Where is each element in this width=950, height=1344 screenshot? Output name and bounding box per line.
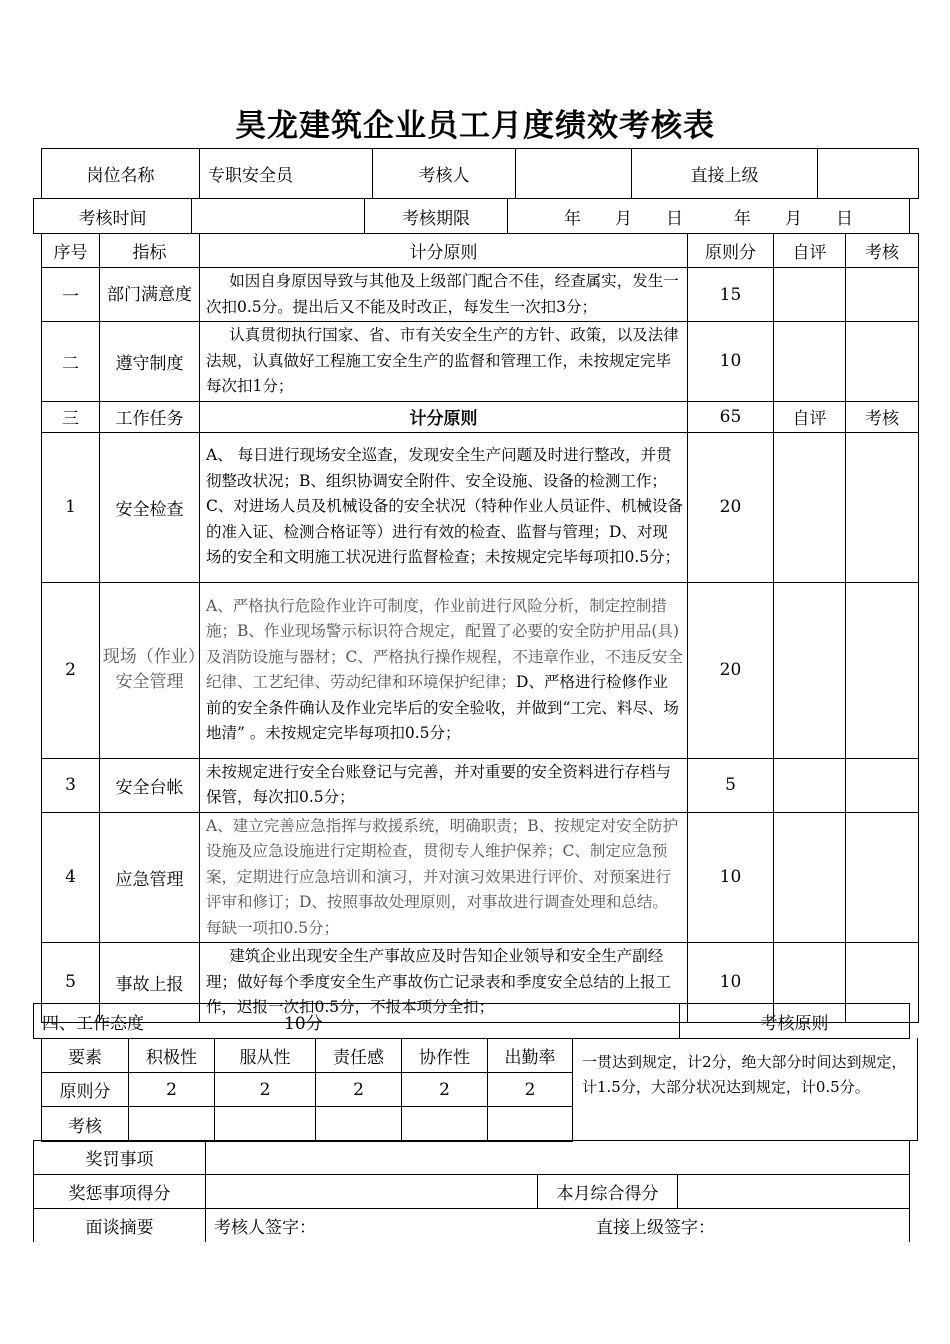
- row-review-cell[interactable]: [846, 268, 919, 322]
- section-principle: 计分原则: [200, 401, 688, 432]
- row-review-cell[interactable]: [846, 582, 919, 758]
- row-score: 10: [688, 322, 774, 402]
- factor-name: 服从性: [215, 1039, 316, 1073]
- footer-table: [33, 1140, 910, 1242]
- row-self-cell[interactable]: [774, 432, 846, 582]
- row-score: 5: [688, 758, 774, 812]
- interview-label: 面谈摘要: [34, 1209, 206, 1242]
- col-indicator: 指标: [100, 234, 200, 268]
- factor-name: 积极性: [129, 1039, 215, 1073]
- table-row: [42, 758, 919, 812]
- row-desc-rest: D、严格进行检修作业前的安全条件确认及作业完毕后的安全验收，并做到“工完、料尽、场地清” 。未按规定完毕每项扣0.5分；: [206, 673, 679, 742]
- factor-name: 出勤率: [488, 1039, 573, 1073]
- row-indicator: 现场（作业）安全管理: [100, 582, 200, 758]
- assessor-label: 考核人: [373, 149, 516, 199]
- section-seq: 三: [42, 401, 100, 432]
- factor-score: 2: [402, 1073, 488, 1107]
- row-desc: A、 每日进行现场安全巡查，发现安全生产问题及时进行整改，并贯彻整改状况；B、组织协调安全附件、安全设施、设备的检测工作；C、对进场人员及机械设备的安全状况（特种作业人员证件、机械设备的准入证、检测合格证等）进行有效的检查、监督与管理；D、对现场的安全和文明施工状况进行监督检查；未按规定完毕每项扣0.5分；: [200, 432, 688, 582]
- factor-name: 协作性: [402, 1039, 488, 1073]
- row-score: 20: [688, 582, 774, 758]
- row-review-cell[interactable]: [846, 322, 919, 402]
- row-indicator: 安全检查: [100, 432, 200, 582]
- attitude-label: 四、工作态度: [42, 1013, 144, 1034]
- section-score: 65: [688, 401, 774, 432]
- factor-score: 2: [215, 1073, 316, 1107]
- factor-review-cell[interactable]: [488, 1107, 573, 1142]
- row-self-cell[interactable]: [774, 812, 846, 943]
- row-indicator: 应急管理: [100, 812, 200, 943]
- row-score: 10: [688, 812, 774, 943]
- row-desc: 建筑企业出现安全生产事故应及时告知企业领导和安全生产副经理；做好每个季度安全生产事故伤亡记录表和季度安全总结的上报工作，迟报一次扣0.5分，不报本项分全扣；: [200, 943, 688, 1023]
- attitude-header: [33, 1003, 910, 1039]
- row-self-cell[interactable]: [774, 268, 846, 322]
- row-seq: 5: [42, 943, 100, 1023]
- row-score: 15: [688, 268, 774, 322]
- col-principle: 计分原则: [200, 234, 688, 268]
- reward-score-label: 奖惩事项得分: [34, 1175, 206, 1209]
- factor-score: 2: [316, 1073, 402, 1107]
- row-review-cell[interactable]: [846, 812, 919, 943]
- row-indicator: 部门满意度: [100, 268, 200, 322]
- row-self-cell[interactable]: [774, 582, 846, 758]
- col-review: 考核: [846, 234, 919, 268]
- criteria-text: 一贯达到规定，计2分，绝大部分时间达到规定，计1.5分，大部分状况达到规定，计0.5分。: [582, 1053, 907, 1096]
- section-review: 考核: [846, 401, 919, 432]
- month-total-label: 本月综合得分: [538, 1175, 678, 1209]
- section-self: 自评: [774, 401, 846, 432]
- supervisor-sign: 直接上级签字：: [596, 1218, 715, 1238]
- header-row-1: [41, 148, 919, 199]
- factor-review-cell[interactable]: [316, 1107, 402, 1142]
- position-label: 岗位名称: [42, 149, 200, 199]
- factor-review-cell[interactable]: [129, 1107, 215, 1142]
- row-desc-gray: A、严格执行危险作业许可制度，作业前进行风险分析，制定控制措施；B、作业现场警示标识符合规定，配置了必要的安全防护用品(具)及消防设施与器材；C、严格执行操作规程，不违章作业，不违反安全纪律、工艺纪律、劳动纪律和环境保护纪律；: [206, 596, 683, 691]
- row-self-cell[interactable]: [774, 758, 846, 812]
- factors-label: 要素: [42, 1039, 129, 1073]
- row-desc: 未按规定进行安全台账登记与完善，并对重要的安全资料进行存档与保管，每次扣0.5分；: [200, 758, 688, 812]
- attitude-score: 10分: [284, 1013, 323, 1034]
- table-row: [42, 432, 919, 582]
- row-review-cell[interactable]: [846, 432, 919, 582]
- supervisor-value[interactable]: [818, 149, 919, 199]
- factor-review-cell[interactable]: [215, 1107, 316, 1142]
- factor-score: 2: [129, 1073, 215, 1107]
- row-seq: 二: [42, 322, 100, 402]
- table-row: [42, 322, 919, 402]
- table-row: [42, 582, 919, 758]
- row-score: 20: [688, 432, 774, 582]
- section-header: [42, 401, 919, 432]
- row-desc: A、建立完善应急指挥与救援系统，明确职责；B、按规定对安全防护设施及应急设施进行定期检查，贯彻专人维护保养；C、制定应急预案，定期进行应急培训和演习，并对演习效果进行评价、对预案进行评审和修订；D、按照事故处理原则，对事故进行调查处理和总结。每缺一项扣0.5分；: [200, 812, 688, 943]
- criteria-box: [572, 1038, 918, 1141]
- col-seq: 序号: [42, 234, 100, 268]
- reward-score-value[interactable]: [206, 1175, 538, 1209]
- section-indicator: 工作任务: [100, 401, 200, 432]
- table-row: [42, 812, 919, 943]
- main-table: [41, 233, 919, 1023]
- month-total-value[interactable]: [678, 1175, 910, 1209]
- factor-score: 2: [488, 1073, 573, 1107]
- row-desc: 认真贯彻执行国家、省、市有关安全生产的方针、政策，以及法律法规，认真做好工程施工安全生产的监督和管理工作，未按规定完毕每次扣1分；: [200, 322, 688, 402]
- review-label: 考核: [42, 1107, 129, 1142]
- row-indicator: 事故上报: [100, 943, 200, 1023]
- attitude-factors: [41, 1038, 573, 1142]
- position-value[interactable]: 专职安全员: [200, 149, 373, 199]
- row-seq: 一: [42, 268, 100, 322]
- row-desc: 如因自身原因导致与其他及上级部门配合不佳，经查属实，发生一次扣0.5分。提出后又不能及时改正，每发生一次扣3分；: [200, 268, 688, 322]
- period-value[interactable]: 年 月 日 年 月 日: [508, 199, 910, 234]
- assessor-value[interactable]: [516, 149, 632, 199]
- period-label: 考核期限: [365, 199, 508, 234]
- reward-value-cell[interactable]: [206, 1141, 910, 1175]
- col-self: 自评: [774, 234, 846, 268]
- interview-sign-cell[interactable]: [206, 1209, 910, 1242]
- col-score: 原则分: [688, 234, 774, 268]
- reward-label: 奖罚事项: [34, 1141, 206, 1175]
- row-seq: 3: [42, 758, 100, 812]
- factor-name: 责任感: [316, 1039, 402, 1073]
- row-self-cell[interactable]: [774, 322, 846, 402]
- time-value[interactable]: [192, 199, 365, 234]
- score-label: 原则分: [42, 1073, 129, 1107]
- factor-review-cell[interactable]: [402, 1107, 488, 1142]
- table-row: [42, 268, 919, 322]
- row-indicator: 遵守制度: [100, 322, 200, 402]
- row-score: 10: [688, 943, 774, 1023]
- column-headers: [42, 234, 919, 268]
- attitude-criteria-label: 考核原则: [680, 1004, 910, 1039]
- attitude-label-cell: [34, 1004, 680, 1039]
- row-seq: 1: [42, 432, 100, 582]
- row-review-cell[interactable]: [846, 758, 919, 812]
- row-desc: [200, 582, 688, 758]
- supervisor-label: 直接上级: [632, 149, 818, 199]
- header-row-2: [33, 198, 910, 234]
- page-title: 昊龙建筑企业员工月度绩效考核表: [235, 108, 715, 144]
- time-label: 考核时间: [34, 199, 192, 234]
- row-indicator: 安全台帐: [100, 758, 200, 812]
- row-seq: 2: [42, 582, 100, 758]
- row-seq: 4: [42, 812, 100, 943]
- assessor-sign: 考核人签字：: [214, 1218, 316, 1238]
